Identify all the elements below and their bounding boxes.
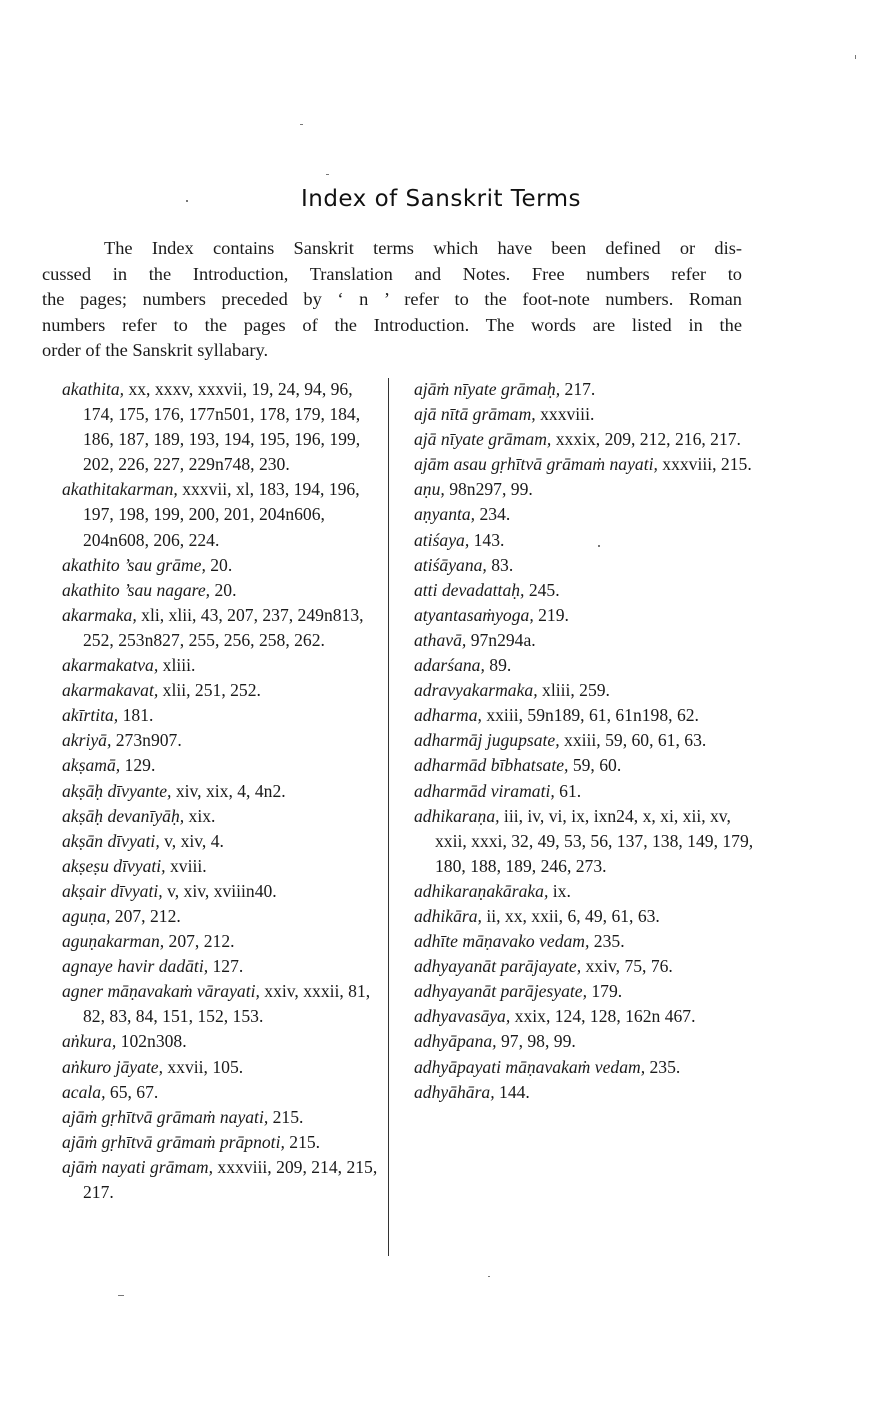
index-references: xiv, xix, 4, 4n2. xyxy=(171,780,286,801)
intro-line: cussed in the Introduction, Translation and Notes. Free numbers refer to xyxy=(42,263,742,284)
index-references: xxiii, 59n189, 61, 61n198, 62. xyxy=(481,705,699,726)
index-term: adharmāj jugupsate, xyxy=(414,730,560,751)
index-entry xyxy=(414,929,754,954)
index-entry xyxy=(414,979,754,1004)
index-references: 20. xyxy=(210,579,237,600)
index-entry xyxy=(414,879,754,904)
index-references: xix. xyxy=(184,805,216,826)
index-entry xyxy=(414,753,754,778)
index-references: v, xiv, 4. xyxy=(159,830,224,851)
index-references: xxxviii. xyxy=(535,404,595,425)
index-entry xyxy=(414,1004,754,1029)
index-references: 59, 60. xyxy=(568,755,622,776)
intro-line: the pages; numbers preceded by ‘ n ’ refer to the foot-note numbers. Roman xyxy=(42,289,742,310)
scan-speck xyxy=(118,1295,124,1296)
index-references: ii, xx, xxii, 6, 49, 61, 63. xyxy=(481,905,660,926)
index-entry xyxy=(414,653,754,678)
index-references: xx, xxxv, xxxvii, 19, 24, 94, 96, 174, 175, 176, 177n501, 178, 179, 184, 186, 187, 189, 193, 194, 195, 196, 199, 202, 226, 227, 229n748, 230. xyxy=(83,379,361,475)
index-entry xyxy=(414,703,754,728)
index-term: adhyāpayati māṇavakaṁ vedam, xyxy=(414,1056,646,1077)
index-term: aguṇa, xyxy=(62,905,111,926)
index-entry xyxy=(414,502,754,527)
scan-speck xyxy=(326,174,329,175)
index-entry xyxy=(414,452,754,477)
index-entry xyxy=(62,904,380,929)
index-entry xyxy=(414,1080,754,1105)
scan-speck xyxy=(186,200,188,202)
index-term: akathito ’sau grāme, xyxy=(62,554,206,575)
index-entry xyxy=(414,427,754,452)
index-references: 181. xyxy=(118,705,154,726)
index-term: akṣair dīvyati, xyxy=(62,880,163,901)
index-references: 179. xyxy=(586,981,623,1002)
index-references: 207, 212. xyxy=(164,931,235,952)
index-references: 129. xyxy=(120,755,156,776)
intro-line: The Index contains Sanskrit terms which have been defined or dis- xyxy=(104,238,742,258)
index-term: aṇyanta, xyxy=(414,504,476,525)
index-references: 207, 212. xyxy=(110,905,181,926)
index-entry xyxy=(62,954,380,979)
index-term: adhyavasāya, xyxy=(414,1006,511,1027)
index-references: xxxviii, 209, 214, 215, 217. xyxy=(83,1156,378,1202)
index-references: 245. xyxy=(524,579,560,600)
index-term: akṣāḥ dīvyante, xyxy=(62,780,172,801)
column-divider xyxy=(388,378,389,1256)
index-entry xyxy=(414,628,754,653)
index-term: adhikaraṇakāraka, xyxy=(414,880,549,901)
index-entry xyxy=(62,603,380,653)
index-references: xxxix, 209, 212, 216, 217. xyxy=(551,429,741,450)
index-term: ajā nītā grāmam, xyxy=(414,404,536,425)
index-term: adhyāhāra, xyxy=(414,1081,495,1102)
index-references: 235. xyxy=(589,931,625,952)
index-term: ajāṁ gṛhītvā grāmaṁ prāpnoti, xyxy=(62,1131,285,1152)
index-references: xliii. xyxy=(158,655,196,676)
index-references: xlii, 251, 252. xyxy=(158,680,261,701)
index-term: akṣān dīvyati, xyxy=(62,830,160,851)
index-entry xyxy=(62,1080,380,1105)
index-references: 98n297, 99. xyxy=(444,479,533,500)
index-term: athavā, xyxy=(414,629,467,650)
index-term: aṅkuro jāyate, xyxy=(62,1056,163,1077)
index-column-right xyxy=(414,377,754,1105)
index-references: xxiii, 59, 60, 61, 63. xyxy=(559,730,707,751)
index-term: adhyayanāt parājayate, xyxy=(414,956,582,977)
index-entry xyxy=(414,779,754,804)
index-references: xliii, 259. xyxy=(537,680,610,701)
index-term: agnaye havir dadāti, xyxy=(62,956,209,977)
index-term: acala, xyxy=(62,1081,106,1102)
scan-speck xyxy=(598,545,600,547)
index-term: adhyāpana, xyxy=(414,1031,497,1052)
index-term: adhīte māṇavako vedam, xyxy=(414,931,590,952)
index-references: 127. xyxy=(208,956,244,977)
index-references: 215. xyxy=(268,1106,304,1127)
index-entry xyxy=(62,1155,380,1205)
index-references: 83. xyxy=(486,554,514,575)
index-references: 65, 67. xyxy=(105,1081,159,1102)
index-references: xli, xlii, 43, 207, 237, 249n813, 252, 253n827, 255, 256, 258, 262. xyxy=(83,604,364,650)
index-entry xyxy=(62,728,380,753)
index-entry xyxy=(62,779,380,804)
index-references: xxxviii, 215. xyxy=(657,454,752,475)
index-references: 144. xyxy=(494,1081,530,1102)
index-entry xyxy=(62,1130,380,1155)
index-references: 143. xyxy=(469,529,505,550)
index-references: xxvii, 105. xyxy=(162,1056,244,1077)
index-entry xyxy=(414,678,754,703)
index-entry xyxy=(414,377,754,402)
index-references: xxiv, xxxii, 81, 82, 83, 84, 151, 152, 153. xyxy=(83,981,371,1027)
index-references: 215. xyxy=(284,1131,321,1152)
index-entry xyxy=(414,603,754,628)
index-entry xyxy=(414,728,754,753)
index-term: atti devadattaḥ, xyxy=(414,579,525,600)
index-references: xxxvii, xl, 183, 194, 196, 197, 198, 199, 200, 201, 204n606, 204n608, 206, 224. xyxy=(83,479,360,550)
index-term: atyantasaṁyoga, xyxy=(414,604,534,625)
index-entry xyxy=(414,904,754,929)
index-entry xyxy=(414,954,754,979)
index-entry xyxy=(62,829,380,854)
index-term: aṅkura, xyxy=(62,1031,117,1052)
index-references: 97n294a. xyxy=(466,629,536,650)
index-term: aguṇakarman, xyxy=(62,931,165,952)
index-term: ajām asau gṛhītvā grāmaṁ nayati, xyxy=(414,454,658,475)
index-references: 217. xyxy=(560,379,596,399)
index-references: xxiv, 75, 76. xyxy=(581,956,673,977)
index-term: akṣeṣu dīvyati, xyxy=(62,855,166,876)
scan-speck xyxy=(488,1276,490,1277)
index-term: akarmakatva, xyxy=(62,655,159,676)
intro-line: numbers refer to the pages of the Introduction. The words are listed in the xyxy=(42,314,742,335)
index-entry xyxy=(62,1105,380,1130)
index-entry xyxy=(414,804,754,879)
index-references: iii, iv, vi, ix, ixn24, x, xi, xii, xv, xxii, xxxi, 32, 49, 53, 56, 137, 138, 149, 179, 180, 188, 189, 246, 273. xyxy=(435,805,754,876)
index-term: adharmād viramati, xyxy=(414,780,555,801)
index-term: ajāṁ gṛhītvā grāmaṁ nayati, xyxy=(62,1106,269,1127)
index-entry xyxy=(62,753,380,778)
scan-speck xyxy=(300,124,303,125)
index-entry xyxy=(62,979,380,1029)
index-term: ajāṁ nayati grāmam, xyxy=(62,1156,214,1177)
index-entry xyxy=(414,528,754,553)
index-term: adharmād bībhatsate, xyxy=(414,755,569,776)
index-references: 234. xyxy=(475,504,511,525)
index-entry xyxy=(62,879,380,904)
index-term: adhyayanāt parājesyate, xyxy=(414,981,587,1002)
index-term: adravyakarmaka, xyxy=(414,680,538,701)
index-column-left xyxy=(62,377,380,1205)
index-entry xyxy=(62,477,380,552)
index-references: 20. xyxy=(205,554,233,575)
index-entry xyxy=(62,1055,380,1080)
index-references: 102n308. xyxy=(116,1031,187,1052)
index-entry xyxy=(62,929,380,954)
index-entry xyxy=(62,804,380,829)
index-term: akriyā, xyxy=(62,730,112,751)
index-references: xxix, 124, 128, 162n 467. xyxy=(510,1006,696,1027)
index-references: v, xiv, xviiin40. xyxy=(162,880,277,901)
intro-paragraph xyxy=(42,236,742,364)
index-entry xyxy=(414,402,754,427)
index-entry xyxy=(62,553,380,578)
index-term: adhikāra, xyxy=(414,905,482,926)
index-entry xyxy=(414,1055,754,1080)
index-entry xyxy=(62,678,380,703)
index-term: akathito ’sau nagare, xyxy=(62,579,211,600)
index-entry xyxy=(62,1029,380,1054)
index-entry xyxy=(62,854,380,879)
index-term: atiśāyana, xyxy=(414,554,487,575)
index-term: akṣamā, xyxy=(62,755,121,776)
index-entry xyxy=(414,1029,754,1054)
index-entry xyxy=(62,578,380,603)
index-entry xyxy=(414,477,754,502)
index-entry xyxy=(62,703,380,728)
index-term: akarmaka, xyxy=(62,604,137,625)
index-references: 235. xyxy=(645,1056,681,1077)
index-term: adhikaraṇa, xyxy=(414,805,500,826)
index-entry xyxy=(414,553,754,578)
index-term: ajāṁ nīyate grāmaḥ, xyxy=(414,379,561,399)
index-references: 61. xyxy=(554,780,582,801)
index-term: akīrtita, xyxy=(62,705,119,726)
index-term: atiśaya, xyxy=(414,529,470,550)
index-term: akṣāḥ devanīyāḥ, xyxy=(62,805,185,826)
index-entry xyxy=(62,377,380,477)
index-term: adharma, xyxy=(414,705,482,726)
intro-line: order of the Sanskrit syllabary. xyxy=(42,340,269,361)
index-term: aṇu, xyxy=(414,479,445,500)
page-title: Index of Sanskrit Terms xyxy=(300,186,582,212)
index-references: 219. xyxy=(533,604,569,625)
index-entry xyxy=(414,578,754,603)
index-term: akathita, xyxy=(62,379,125,399)
index-term: akathitakarman, xyxy=(62,479,178,500)
index-term: agner māṇavakaṁ vārayati, xyxy=(62,981,260,1002)
index-references: 273n907. xyxy=(111,730,182,751)
index-entry xyxy=(62,653,380,678)
index-references: ix. xyxy=(548,880,571,901)
index-references: 97, 98, 99. xyxy=(496,1031,576,1052)
index-references: xviii. xyxy=(165,855,207,876)
scan-speck xyxy=(855,55,856,59)
index-references: 89. xyxy=(484,655,512,676)
index-term: ajā nīyate grāmam, xyxy=(414,429,552,450)
index-term: adarśana, xyxy=(414,655,485,676)
index-term: akarmakavat, xyxy=(62,680,159,701)
